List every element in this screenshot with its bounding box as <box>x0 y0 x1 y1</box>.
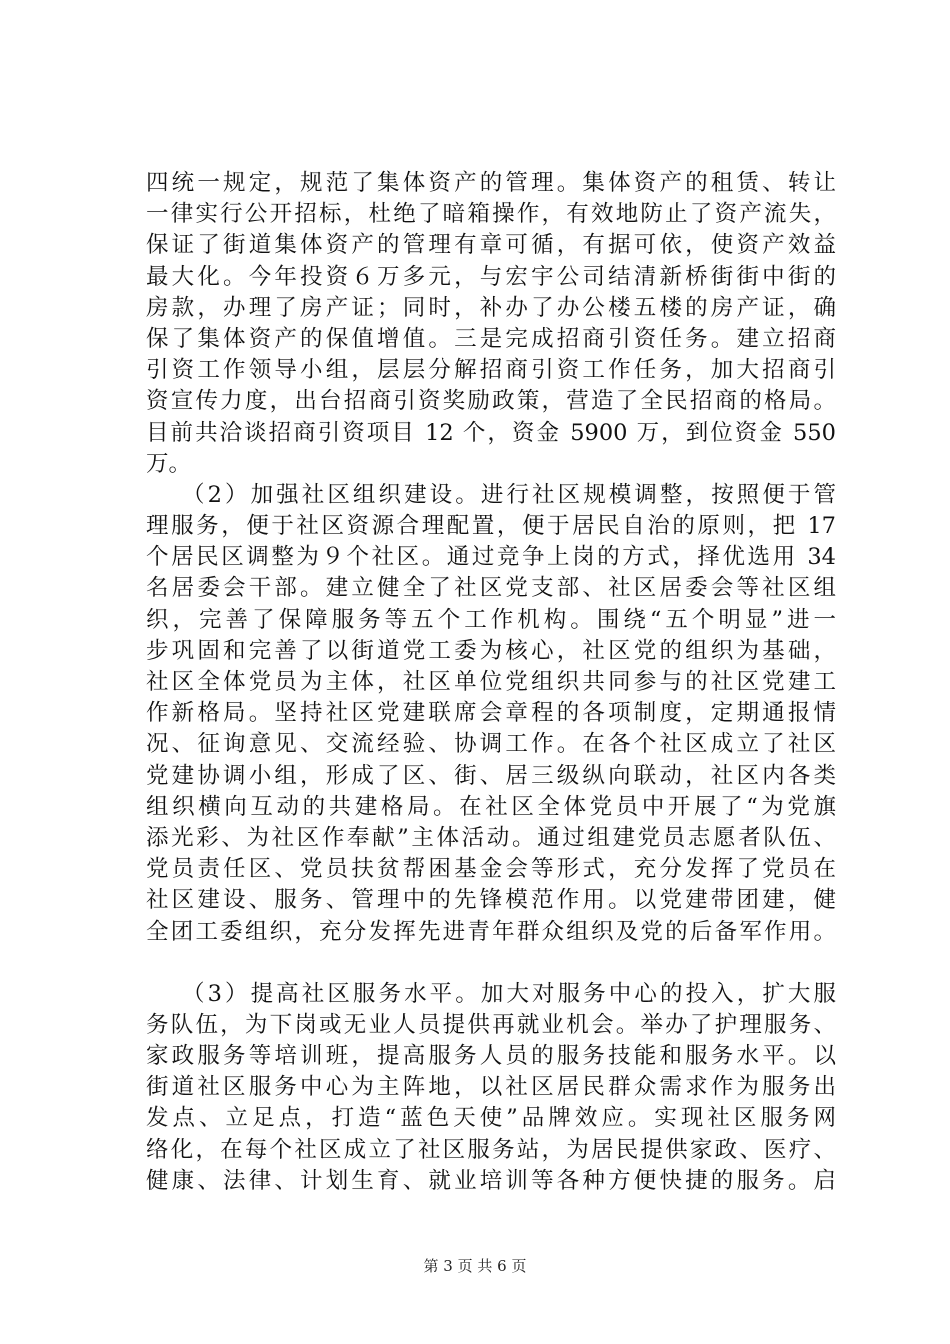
text-line: 步巩固和完善了以街道党工委为核心，社区党的组织为基础， <box>146 637 836 664</box>
text-line: 名居委会干部。建立健全了社区党支部、社区居委会等社区组 <box>146 575 836 602</box>
text-line: 街道社区服务中心为主阵地，以社区居民群众需求作为服务出 <box>146 1074 836 1101</box>
text-line: 个居民区调整为９个社区。通过竞争上岗的方式，择优选用 34 <box>146 544 836 571</box>
text-line: 组织横向互动的共建格局。在社区全体党员中开展了“为党旗 <box>146 793 836 820</box>
text-line: 社区全体党员为主体，社区单位党组织共同参与的社区党建工 <box>146 669 836 695</box>
text-line: 作新格局。坚持社区党建联席会章程的各项制度，定期通报情 <box>146 700 836 727</box>
text-line: 织，完善了保障服务等五个工作机构。围绕“五个明显”进一 <box>146 606 836 633</box>
text-line: 发点、立足点，打造“蓝色天使”品牌效应。实现社区服务网 <box>146 1105 836 1132</box>
text-line: 添光彩、为社区作奉献”主体活动。通过组建党员志愿者队伍、 <box>146 824 836 851</box>
text-line: 况、征询意见、交流经验、协调工作。在各个社区成立了社区 <box>146 731 836 758</box>
text-line: 党员责任区、党员扶贫帮困基金会等形式，充分发挥了党员在 <box>146 856 836 883</box>
text-line: 一律实行公开招标，杜绝了暗箱操作，有效地防止了资产流失， <box>146 201 836 228</box>
text-line: 保证了街道集体资产的管理有章可循，有据可依，使资产效益 <box>146 232 836 259</box>
text-line: 最大化。今年投资６万多元，与宏宇公司结清新桥街街中街的 <box>146 263 836 290</box>
text-line: 目前共洽谈招商引资项目 12 个，资金 5900 万，到位资金 550 <box>146 419 836 446</box>
text-line: 社区建设、服务、管理中的先锋模范作用。以党建带团建，健 <box>146 887 836 914</box>
document-body <box>146 168 836 1197</box>
text-line: 万。 <box>146 450 192 477</box>
text-line: 党建协调小组，形成了区、街、居三级纵向联动，社区内各类 <box>146 762 836 789</box>
text-line: （3）提高社区服务水平。加大对服务中心的投入，扩大服 <box>182 980 836 1007</box>
text-line: 络化，在每个社区成立了社区服务站，为居民提供家政、医疗、 <box>146 1136 836 1163</box>
text-line: 家政服务等培训班，提高服务人员的服务技能和服务水平。以 <box>146 1043 836 1070</box>
text-line: 四统一规定，规范了集体资产的管理。集体资产的租赁、转让 <box>146 170 836 196</box>
text-line: （2）加强社区组织建设。进行社区规模调整，按照便于管 <box>182 481 836 508</box>
page-footer: 第 3 页 共 6 页 <box>423 1257 527 1275</box>
text-line: 理服务，便于社区资源合理配置，便于居民自治的原则，把 17 <box>146 513 836 540</box>
text-line: 全团工委组织，充分发挥先进青年群众组织及党的后备军作用。 <box>146 918 836 945</box>
text-line: 健康、法律、计划生育、就业培训等各种方便快捷的服务。启 <box>146 1167 836 1194</box>
text-line: 引资工作领导小组，层层分解招商引资工作任务，加大招商引 <box>146 357 836 384</box>
text-line: 资宣传力度，出台招商引资奖励政策，营造了全民招商的格局。 <box>146 388 836 415</box>
paragraph-gap <box>146 948 836 979</box>
text-line: 房款，办理了房产证；同时，补办了办公楼五楼的房产证，确 <box>146 294 836 321</box>
text-line: 保了集体资产的保值增值。三是完成招商引资任务。建立招商 <box>146 325 836 352</box>
text-line: 务队伍，为下岗或无业人员提供再就业机会。举办了护理服务、 <box>146 1011 836 1038</box>
